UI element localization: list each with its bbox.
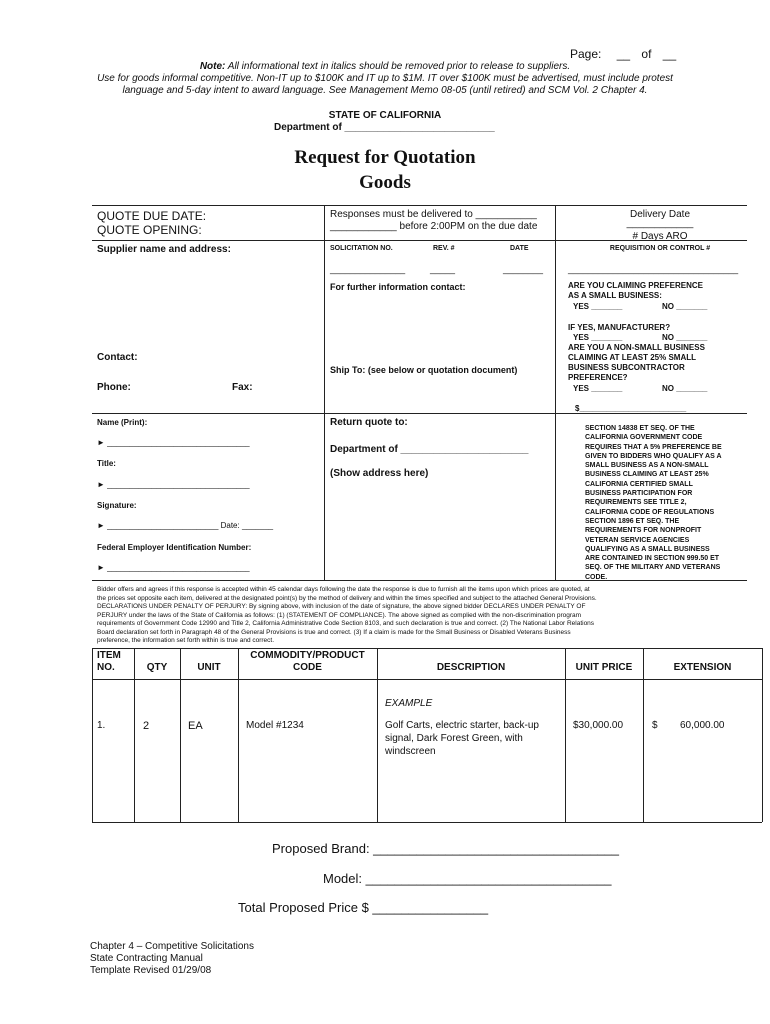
manufacturer-no[interactable]: NO _______ <box>662 333 708 342</box>
statute-line: CALIFORNIA CERTIFIED SMALL <box>585 480 693 488</box>
solicitation-no-field[interactable]: _______________ <box>330 264 406 274</box>
rev-label: REV. # <box>433 245 455 252</box>
statute-line: ARE CONTAINED IN SECTION 999.50 ET <box>585 555 720 563</box>
total-price-field[interactable]: Total Proposed Price $ ________________ <box>238 900 489 915</box>
department-header: Department of ___________________________ <box>274 122 495 133</box>
delivery-date-label: Delivery Date <box>629 209 691 220</box>
row-qty: 2 <box>143 720 150 732</box>
row-desc-3: windscreen <box>385 746 436 757</box>
table-col-line <box>762 648 763 822</box>
title-label: Title: <box>97 459 116 468</box>
title-field[interactable] <box>97 480 250 490</box>
signature-line: _________________________ Date: _______ <box>107 521 274 530</box>
model-field[interactable]: Model: __________________________________ <box>323 871 612 886</box>
statute-line: SEQ. OF THE MILITARY AND VETERANS <box>585 564 721 572</box>
return-quote-label: Return quote to: <box>330 417 408 428</box>
header-unit: UNIT <box>197 662 221 673</box>
declaration-line: the prices set opposite each item, delivered at the designated point(s) by the method of delivery and within the times specified and subject to the attached General Provisions. <box>97 594 597 602</box>
delivery-date-field[interactable]: ____________ <box>626 218 694 229</box>
header-description: DESCRIPTION <box>436 662 506 673</box>
fein-line: ________________________________ <box>107 563 250 572</box>
header-unit-price: UNIT PRICE <box>575 662 633 673</box>
requisition-label: REQUISITION OR CONTROL # <box>609 245 711 252</box>
table-col-line <box>134 648 135 822</box>
fax-label[interactable]: Fax: <box>232 382 253 393</box>
table-col-line <box>643 648 644 822</box>
footer-manual: State Contracting Manual <box>90 953 203 964</box>
quote-opening-label: QUOTE OPENING: <box>97 223 202 237</box>
page-label: Page: <box>570 47 602 61</box>
nonsmall-q-4: PREFERENCE? <box>568 373 628 382</box>
statute-line: REQUIRES THAT A 5% PREFERENCE BE <box>585 443 722 451</box>
row-ext-sign: $ <box>652 720 658 731</box>
header-code: CODE <box>293 662 322 673</box>
solicitation-no-label: SOLICITATION NO. <box>330 245 393 252</box>
form-divider-right <box>555 205 556 580</box>
header-commodity: COMMODITY/PRODUCT <box>250 650 365 661</box>
nonsmall-no[interactable]: NO _______ <box>662 384 708 393</box>
responses-line-2: ____________ before 2:00PM on the due date <box>330 221 538 232</box>
row-desc-1: Golf Carts, electric starter, back-up <box>385 720 539 731</box>
statute-line: BUSINESS PARTICIPATION FOR <box>585 490 693 498</box>
row-unit: EA <box>188 720 203 732</box>
statute-line: REQUIREMENTS SEE TITLE 2, <box>585 499 687 507</box>
arrow-right-icon: ► <box>97 563 105 572</box>
statute-line: BUSINESS CLAIMING AT LEAST 25% <box>585 471 709 479</box>
statute-line: CODE. <box>585 573 608 581</box>
statute-line: SECTION 1896 ET SEQ. THE <box>585 517 680 525</box>
preference-statute-text <box>585 424 722 582</box>
name-print-label: Name (Print): <box>97 418 148 427</box>
form-top-border <box>92 205 747 206</box>
declaration-line: requirements of Government Code 12990 and Title 2, California Administrative Code Section 8103, and such declaration is true and correct. (2) The National Labor Relations <box>97 620 595 627</box>
note-line-2: Use for goods informal competitive. Non-IT up to $100K and IT up to $1M. IT over $100K must be advertised, must include protest <box>97 73 673 84</box>
signature-field[interactable] <box>97 521 273 531</box>
header-item-no: NO. <box>97 662 115 673</box>
declaration-line: preference, the information set forth within is true and correct. <box>97 637 275 644</box>
small-business-q-1: ARE YOU CLAIMING PREFERENCE <box>568 281 703 290</box>
contact-label[interactable]: Contact: <box>97 352 138 363</box>
statute-line: CALIFORNIA GOVERNMENT CODE <box>585 434 703 442</box>
arrow-right-icon: ► <box>97 521 105 530</box>
row-item-no: 1. <box>97 720 106 731</box>
row-code: Model #1234 <box>246 720 304 731</box>
declaration-line: PERJURY under the laws of the State of California as follows: (1) (STATEMENT OF COMPLIANCE). The above signed as complied with the non-discrimination program <box>97 611 582 619</box>
document-subtitle: Goods <box>359 172 411 193</box>
manufacturer-yes[interactable]: YES _______ <box>573 333 623 342</box>
return-department[interactable]: Department of _______________________ <box>330 444 529 455</box>
statute-line: GIVEN TO BIDDERS WHO QUALIFY AS A <box>585 452 722 460</box>
declaration-paragraph <box>97 586 747 646</box>
row-desc-2: signal, Dark Forest Green, with <box>385 733 523 744</box>
document-title: Request for Quotation <box>294 147 476 168</box>
table-top-border <box>92 648 762 649</box>
footer-revised: Template Revised 01/29/08 <box>90 965 212 976</box>
statute-line: QUALIFYING AS A SMALL BUSINESS <box>585 545 710 553</box>
statute-line: REQUIREMENTS FOR NONPROFIT <box>585 527 702 535</box>
declaration-line: DECLARATIONS UNDER PENALTY OF PERJURY: By signing above, with inclusion of the date of signature, the above signed bidder DECLARES UNDER PENALTY OF <box>97 603 586 610</box>
footer-chapter: Chapter 4 – Competitive Solicitations <box>90 941 254 952</box>
note-text: All informational text in italics should be removed prior to release to suppliers. <box>225 61 571 72</box>
nonsmall-yes[interactable]: YES _______ <box>573 384 623 393</box>
name-print-field[interactable] <box>97 438 250 448</box>
name-print-line: ________________________________ <box>107 438 250 447</box>
show-address-label: (Show address here) <box>330 468 429 479</box>
table-col-line <box>92 648 93 822</box>
nonsmall-q-3: BUSINESS SUBCONTRACTOR <box>568 363 685 372</box>
arrow-right-icon: ► <box>97 480 105 489</box>
header-qty: QTY <box>146 662 168 673</box>
statute-line: SMALL BUSINESS AS A NON-SMALL <box>585 462 709 470</box>
page-number <box>570 47 676 61</box>
statute-line: VETERAN SERVICE AGENCIES <box>585 536 690 544</box>
rev-field[interactable]: _____ <box>430 264 456 274</box>
row-extension: 60,000.00 <box>680 720 725 731</box>
statute-line: CALIFORNIA CODE OF REGULATIONS <box>585 508 715 516</box>
page-total: __ <box>662 47 677 61</box>
form-divider-left <box>324 205 325 580</box>
header-extension: EXTENSION <box>673 662 732 673</box>
declaration-line: Bidder offers and agrees if this response is accepted within 45 calendar days following the date the response is due to furnish all the items upon which prices are quoted, at <box>97 586 590 593</box>
proposed-brand-field[interactable]: Proposed Brand: __________________________________ <box>272 841 619 856</box>
example-label: EXAMPLE <box>385 698 433 709</box>
further-info-contact-label: For further information contact: <box>330 282 466 292</box>
table-col-line <box>180 648 181 822</box>
small-business-yes[interactable]: YES _______ <box>573 302 623 311</box>
fein-field[interactable] <box>97 563 250 573</box>
table-col-line <box>238 648 239 822</box>
page-current: __ <box>616 47 631 61</box>
nonsmall-q-1: ARE YOU A NON-SMALL BUSINESS <box>568 343 705 352</box>
title-line: ________________________________ <box>107 480 250 489</box>
signature-label: Signature: <box>97 501 137 510</box>
date-label: DATE <box>510 245 529 252</box>
small-business-q-2: AS A SMALL BUSINESS: <box>568 291 662 300</box>
nonsmall-q-2: CLAIMING AT LEAST 25% SMALL <box>568 353 696 362</box>
table-col-line <box>377 648 378 822</box>
note-line-1 <box>40 61 730 73</box>
table-bottom-border <box>92 822 762 823</box>
days-aro-label: # Days ARO <box>632 231 688 242</box>
date-field[interactable]: ________ <box>503 264 544 274</box>
requisition-field[interactable]: __________________________________ <box>568 264 739 274</box>
note-label: Note: <box>199 61 226 72</box>
declaration-line: Board declaration set forth in Paragraph 48 of the General Provisions is true and correct. (3) If a claim is made for the Small Business or Disabled Veterans Business <box>97 628 571 636</box>
page-of: of <box>641 47 652 61</box>
manufacturer-q: IF YES, MANUFACTURER? <box>568 323 671 332</box>
state-label: STATE OF CALIFORNIA <box>328 110 442 121</box>
statute-line: SECTION 14838 ET SEQ. OF THE <box>585 425 695 432</box>
fein-label: Federal Employer Identification Number: <box>97 543 252 552</box>
arrow-right-icon: ► <box>97 438 105 447</box>
responses-line-1: Responses must be delivered to ___________ <box>330 209 537 220</box>
row-unit-price: $30,000.00 <box>573 720 624 731</box>
dollar-amount-field[interactable]: $________________________ <box>575 404 687 413</box>
quote-due-date-label: QUOTE DUE DATE: <box>97 209 207 223</box>
table-header-border <box>92 679 762 680</box>
ship-to-label: Ship To: (see below or quotation document) <box>330 365 518 375</box>
header-item: ITEM <box>97 650 121 661</box>
small-business-no[interactable]: NO _______ <box>662 302 708 311</box>
table-col-line <box>565 648 566 822</box>
note-line-3: language and 5-day intent to award language. See Management Memo 08-05 (until retired) and SCM Vol. 2 Chapter 4. <box>122 85 648 96</box>
phone-label[interactable]: Phone: <box>97 382 131 393</box>
supplier-address-label[interactable]: Supplier name and address: <box>97 244 231 255</box>
